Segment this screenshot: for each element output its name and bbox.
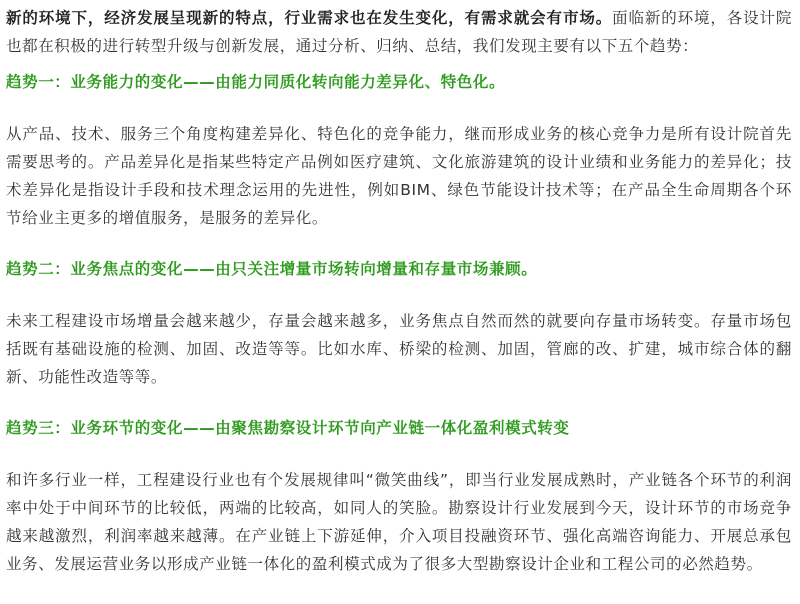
intro-paragraph xyxy=(6,4,792,60)
intro-bold-lead: 新的环境下，经济发展呈现新的特点，行业需求也在发生变化，有需求就会有市场。 xyxy=(6,9,613,27)
trend-3-heading: 趋势三：业务环节的变化——由聚焦勘察设计环节向产业链一体化盈利模式转变 xyxy=(6,419,570,437)
trend-1-heading: 趋势一：业务能力的变化——由能力同质化转向能力差异化、特色化。 xyxy=(6,73,506,91)
trend-3-body: 和许多行业一样，工程建设行业也有个发展规律叫“微笑曲线”，即当行业发展成熟时，产业链各个环节的利润率中处于中间环节的比较低，两端的比较高，如同人的笑脸。勘察设计行业发展到今天，设计环节的市场竞争越来越激烈，利润率越来越薄。在产业链上下游延伸，介入项目投融资环节、强化高端咨询能力、开展总承包业务、发展运营业务以形成产业链一体化的盈利模式成为了很多大型勘察设计企业和工程公司的必然趋势。 xyxy=(6,471,792,573)
intro-text: 面临新的环境，各设计院也都在积极的进行转型升级与创新发展，通过分析、归纳、总结，我们发现主要有以下五个趋势： xyxy=(6,9,793,55)
trend-2-heading: 趋势二：业务焦点的变化——由只关注增量市场转向增量和存量市场兼顾。 xyxy=(6,260,538,278)
trend-2-body: 未来工程建设市场增量会越来越少，存量会越来越多，业务焦点自然而然的就要向存量市场转变。存量市场包括既有基础设施的检测、加固、改造等等。比如水库、桥梁的检测、加固，管廊的改、扩建，城市综合体的翻新、功能性改造等等。 xyxy=(6,312,792,386)
trend-1-body: 从产品、技术、服务三个角度构建差异化、特色化的竞争能力，继而形成业务的核心竞争力是所有设计院首先需要思考的。产品差异化是指某些特定产品例如医疗建筑、文化旅游建筑的设计业绩和业务能力的差异化；技术差异化是指设计手段和技术理念运用的先进性，例如BIM、绿色节能设计技术等；在产品全生命周期各个环节给业主更多的增值服务，是服务的差异化。 xyxy=(6,125,792,227)
